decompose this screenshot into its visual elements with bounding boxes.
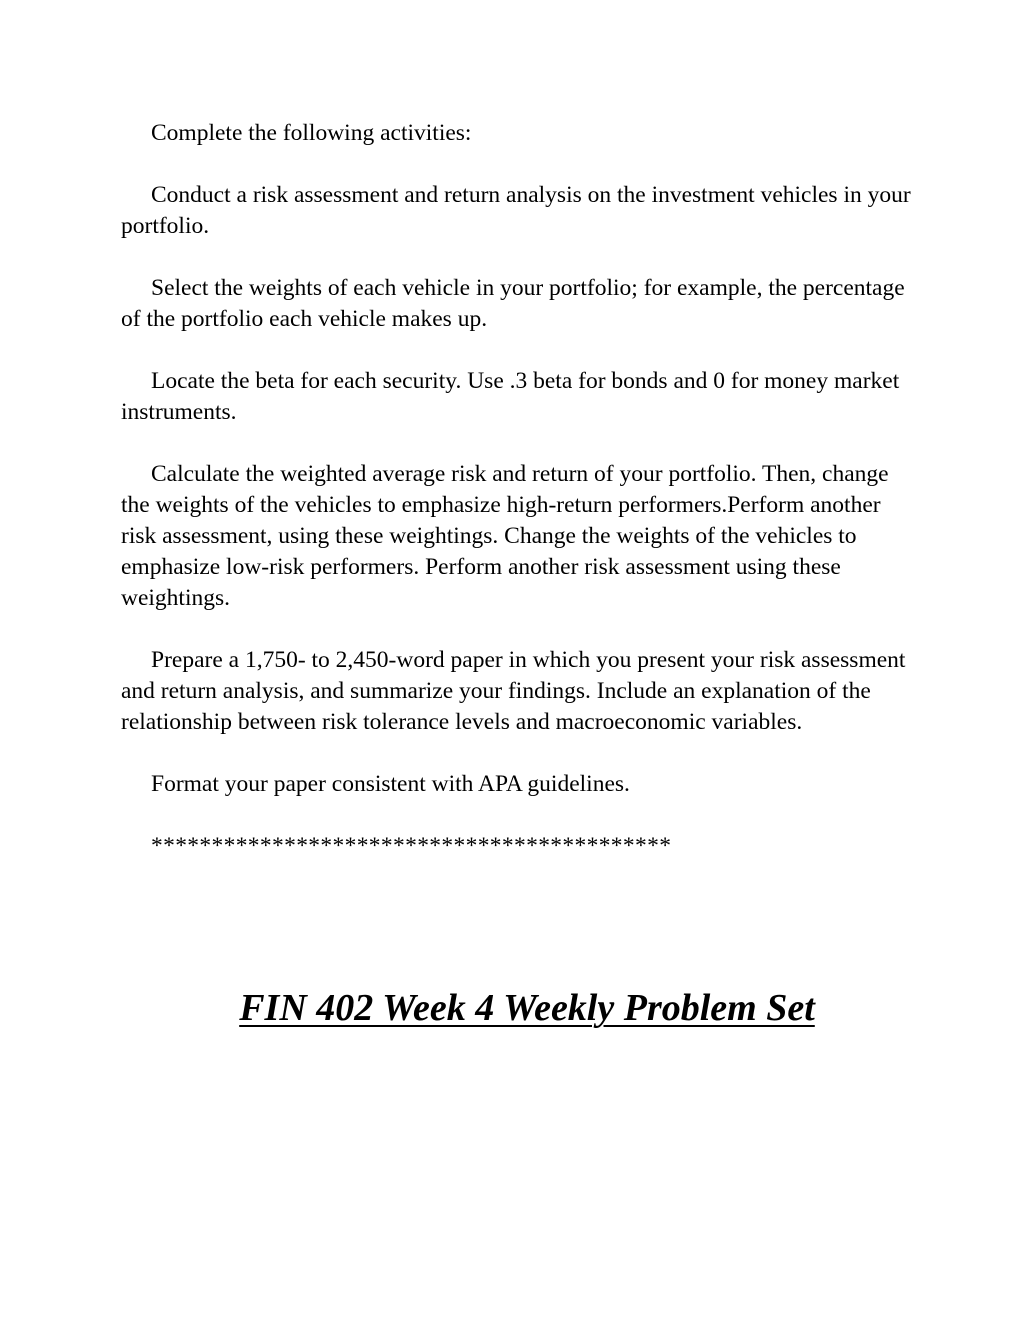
- instructions-intro: Complete the following activities:: [151, 120, 472, 146]
- activity-risk-assessment: Conduct a risk assessment and return analysis on the investment vehicles in your portfolio.: [121, 182, 911, 239]
- activity-select-weights: Select the weights of each vehicle in your portfolio; for example, the percentage of the portfolio each vehicle makes up.: [121, 275, 905, 332]
- separator-line: *******************************************: [151, 833, 672, 859]
- document-body: [121, 118, 921, 862]
- activity-format-apa: Format your paper consistent with APA guidelines.: [151, 771, 630, 797]
- activity-locate-beta: Locate the beta for each security. Use .3 beta for bonds and 0 for money market instruments.: [121, 368, 900, 425]
- section-heading: FIN 402 Week 4 Weekly Problem Set: [239, 987, 815, 1029]
- activity-calculate-weighted: Calculate the weighted average risk and return of your portfolio. Then, change the weights of the vehicles to emphasize high-return performers.Perform another risk assessment, using these weightings. Change the weights of the vehicles to emphasize low-risk performers. Perform another risk assessment using these weightings.: [121, 461, 889, 611]
- activity-prepare-paper: Prepare a 1,750- to 2,450-word paper in which you present your risk assessment and return analysis, and summarize your findings. Include an explanation of the relationship between risk tolerance levels and macroeconomic variables.: [121, 647, 906, 735]
